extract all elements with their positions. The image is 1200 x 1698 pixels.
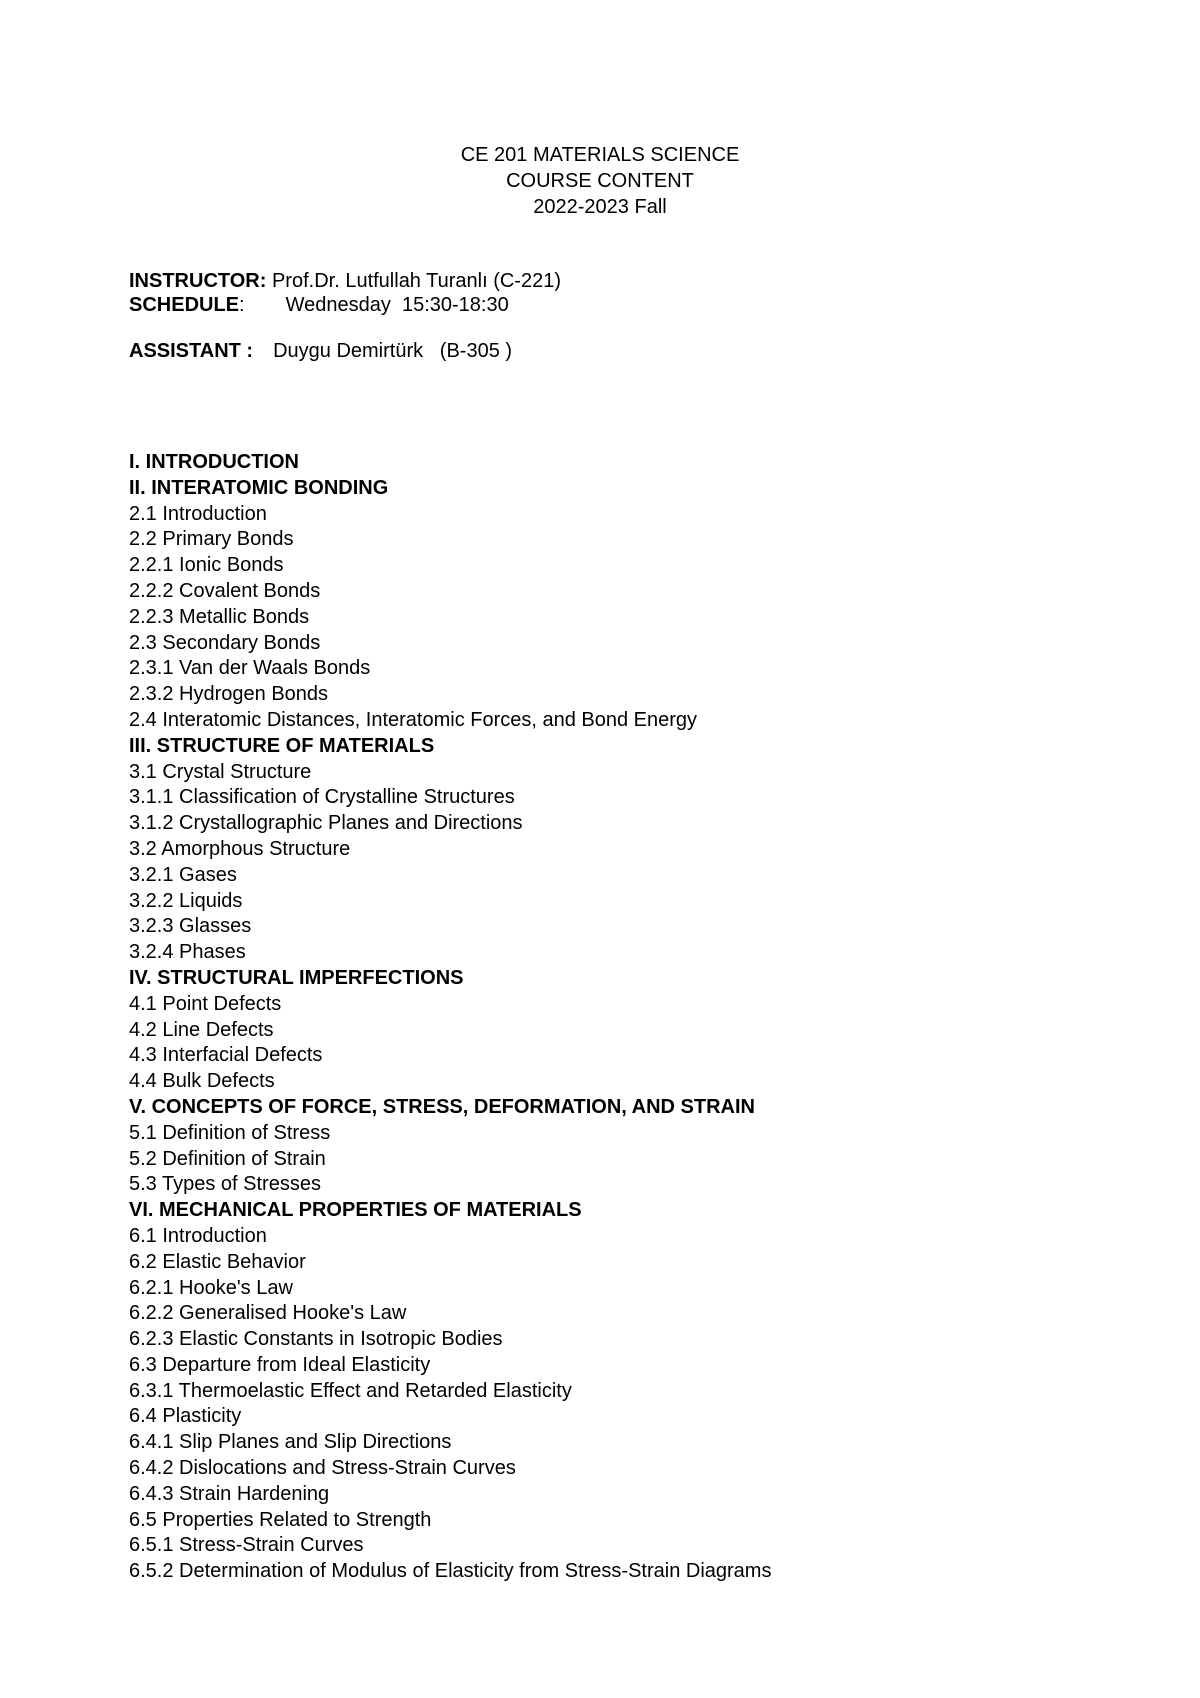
topic-item: 6.3 Departure from Ideal Elasticity — [129, 1353, 431, 1376]
topic-item: 3.2.4 Phases — [129, 941, 246, 964]
topic-item: 2.2.1 Ionic Bonds — [129, 554, 284, 577]
topic-item: 3.2.3 Glasses — [129, 915, 252, 938]
topic-item: 6.3.1 Thermoelastic Effect and Retarded Elasticity — [129, 1379, 572, 1402]
instructor-label: INSTRUCTOR: — [129, 270, 267, 292]
instructor-value: Prof.Dr. Lutfullah Turanlı (C-221) — [271, 270, 561, 292]
instructor-line — [129, 270, 561, 293]
schedule-label: SCHEDULE — [129, 294, 240, 316]
topic-item: 5.3 Types of Stresses — [129, 1173, 321, 1196]
topic-item: 3.2.2 Liquids — [129, 889, 243, 912]
topic-item: 6.4.3 Strain Hardening — [129, 1482, 330, 1505]
section-heading: VI. MECHANICAL PROPERTIES OF MATERIALS — [129, 1199, 582, 1222]
topic-item: 6.4.1 Slip Planes and Slip Directions — [129, 1431, 452, 1454]
semester-label: 2022-2023 Fall — [533, 196, 667, 218]
section-heading: I. INTRODUCTION — [129, 451, 299, 473]
topic-item: 2.2.3 Metallic Bonds — [129, 605, 310, 628]
schedule-line — [129, 294, 509, 317]
section-heading: V. CONCEPTS OF FORCE, STRESS, DEFORMATION, AND STRAIN — [129, 1095, 755, 1118]
topic-item: 2.3.2 Hydrogen Bonds — [129, 683, 329, 706]
assistant-value: Duygu Demirtürk (B-305 ) — [273, 340, 513, 362]
topic-item: 2.4 Interatomic Distances, Interatomic Forces, and Bond Energy — [129, 708, 698, 731]
topic-item: 6.4 Plasticity — [129, 1405, 242, 1428]
topic-item: 5.1 Definition of Stress — [129, 1121, 331, 1144]
topic-item: 6.2.2 Generalised Hooke's Law — [129, 1302, 407, 1325]
topic-item: 4.4 Bulk Defects — [129, 1070, 275, 1093]
topic-item: 6.5.2 Determination of Modulus of Elasticity from Stress-Strain Diagrams — [129, 1560, 772, 1583]
section-heading: III. STRUCTURE OF MATERIALS — [129, 734, 435, 757]
topic-item: 3.1 Crystal Structure — [129, 760, 312, 783]
topic-item: 3.1.2 Crystallographic Planes and Directions — [129, 812, 523, 835]
topic-item: 6.2.3 Elastic Constants in Isotropic Bodies — [129, 1328, 503, 1351]
topic-item: 2.3 Secondary Bonds — [129, 631, 321, 654]
topic-item: 4.1 Point Defects — [129, 992, 282, 1015]
topic-item: 6.2 Elastic Behavior — [129, 1250, 306, 1273]
topic-item: 2.2.2 Covalent Bonds — [129, 579, 321, 602]
schedule-value: Wednesday 15:30-18:30 — [285, 294, 509, 316]
topic-item: 3.2.1 Gases — [129, 863, 237, 886]
section-heading: II. INTERATOMIC BONDING — [129, 476, 389, 499]
section-heading: IV. STRUCTURAL IMPERFECTIONS — [129, 966, 464, 989]
topic-item: 6.2.1 Hooke's Law — [129, 1276, 293, 1299]
topic-item: 3.2 Amorphous Structure — [129, 837, 351, 860]
course-outline — [129, 450, 771, 1585]
document-subtitle: COURSE CONTENT — [506, 170, 694, 192]
topic-item: 2.3.1 Van der Waals Bonds — [129, 657, 371, 680]
topic-item: 5.2 Definition of Strain — [129, 1147, 326, 1170]
topic-item: 2.2 Primary Bonds — [129, 528, 294, 551]
topic-item: 6.4.2 Dislocations and Stress-Strain Curves — [129, 1457, 516, 1480]
course-title: CE 201 MATERIALS SCIENCE — [460, 144, 740, 166]
document-header — [0, 142, 1200, 220]
schedule-colon: : — [239, 294, 245, 316]
topic-item: 4.2 Line Defects — [129, 1018, 274, 1041]
topic-item: 2.1 Introduction — [129, 502, 267, 525]
topic-item: 6.1 Introduction — [129, 1224, 267, 1247]
topic-item: 4.3 Interfacial Defects — [129, 1044, 323, 1067]
assistant-line — [129, 340, 512, 363]
topic-item: 3.1.1 Classification of Crystalline Structures — [129, 786, 515, 809]
topic-item: 6.5.1 Stress-Strain Curves — [129, 1534, 364, 1557]
topic-item: 6.5 Properties Related to Strength — [129, 1508, 432, 1531]
assistant-label: ASSISTANT : — [129, 340, 254, 362]
